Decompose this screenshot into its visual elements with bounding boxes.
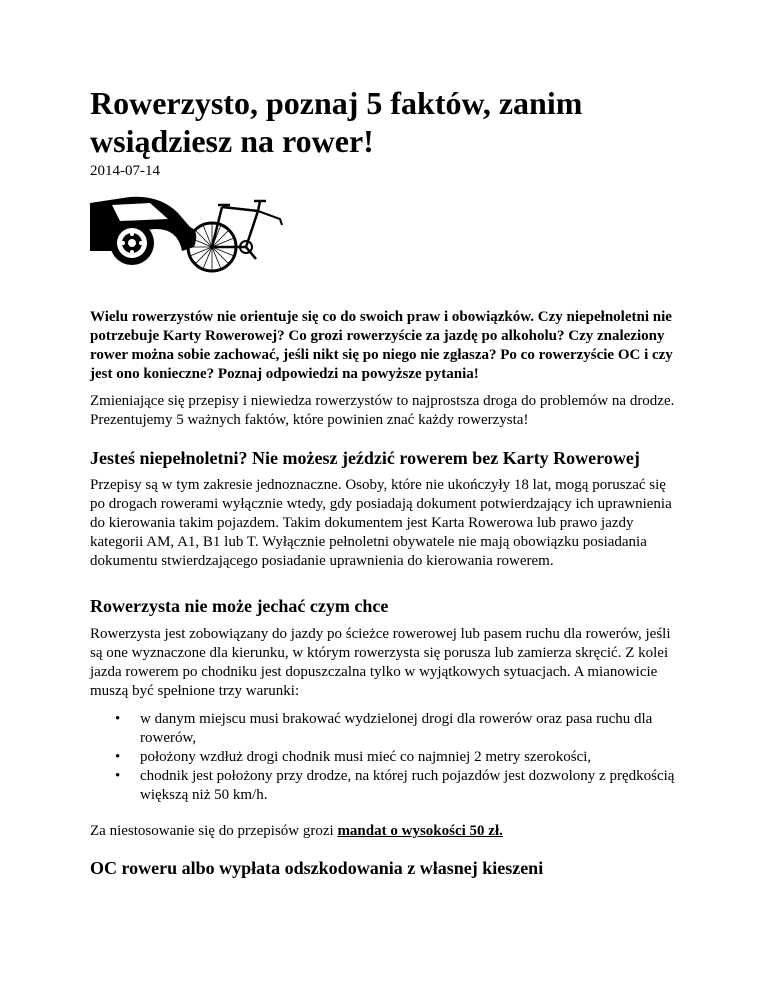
list-item: • położony wzdłuż drogi chodnik musi mieć co najmniej 2 metry szerokości, (115, 749, 592, 765)
list-item: • w danym miejscu musi brakować wydzielonej drogi dla rowerów oraz pasa ruchu dla rowerów, (115, 711, 653, 746)
car-and-bicycle-icon (90, 185, 290, 277)
section-body: Rowerzysta jest zobowiązany do jazdy po ścieżce rowerowej lub pasem ruchu dla rowerów, jeśli są one wyznaczone dla kierunku, w którym rowerzysta się porusza lub zamierza skręcić. Z kolei jazda rowerem po chodniku jest dopuszczalna tylko w wyjątkowych sytuacjach. A mianowicie muszą być spełnione trzy warunki: (90, 626, 671, 699)
fine-link[interactable]: mandat o wysokości 50 zł. (337, 823, 503, 839)
section-heading: Jesteś niepełnoletni? Nie możesz jeździć rowerem bez Karty Rowerowej (90, 448, 640, 468)
list-item: • chodnik jest położony przy drodze, na której ruch pojazdów jest dozwolony z prędkością większą niż 50 km/h. (115, 768, 675, 803)
conditions-list (90, 710, 680, 805)
section-heading: OC roweru albo wypłata odszkodowania z własnej kieszeni (90, 858, 544, 878)
section-body: Przepisy są w tym zakresie jednoznaczne. Osoby, które nie ukończyły 18 lat, mogą poruszać się po drogach rowerami wyłącznie wtedy, gdy posiadają dokument potwierdzający ich uprawnienia do kierowania takim pojazdem. Takim dokumentem jest Karta Rowerowa lub prawo jazdy kategorii AM, A1, B1 lub T. Wyłącznie pełnoletni obywatele nie mają obowiązku posiadania dokumentu stwierdzającego posiadanie uprawnienia do kierowania rowerem. (90, 477, 672, 569)
bullet-icon: • (115, 749, 121, 765)
bullet-icon: • (115, 711, 121, 727)
section-heading: Rowerzysta nie może jechać czym chce (90, 596, 389, 616)
article-lead: Wielu rowerzystów nie orientuje się co do swoich praw i obowiązków. Czy niepełnoletni nie potrzebuje Karty Rowerowej? Co grozi rowerzyście za jazdę po alkoholu? Czy znaleziony rower można sobie zachować, jeśli nikt się po niego nie zgłasza? Po co rowerzyście OC i czy jest ono konieczne? Poznaj odpowiedzi na powyższe pytania! (90, 309, 673, 382)
article-title: Rowerzysto, poznaj 5 faktów, zanim wsiądziesz na rower! (90, 85, 583, 159)
article-intro: Zmieniające się przepisy i niewiedza rowerzystów to najprostsza droga do problemów na drodze. Prezentujemy 5 ważnych faktów, które powinien znać każdy rowerzysta! (90, 393, 675, 428)
fine-paragraph: Za niestosowanie się do przepisów grozi mandat o wysokości 50 zł. (90, 823, 503, 839)
bullet-icon: • (115, 768, 121, 784)
article-date: 2014-07-14 (90, 163, 160, 179)
